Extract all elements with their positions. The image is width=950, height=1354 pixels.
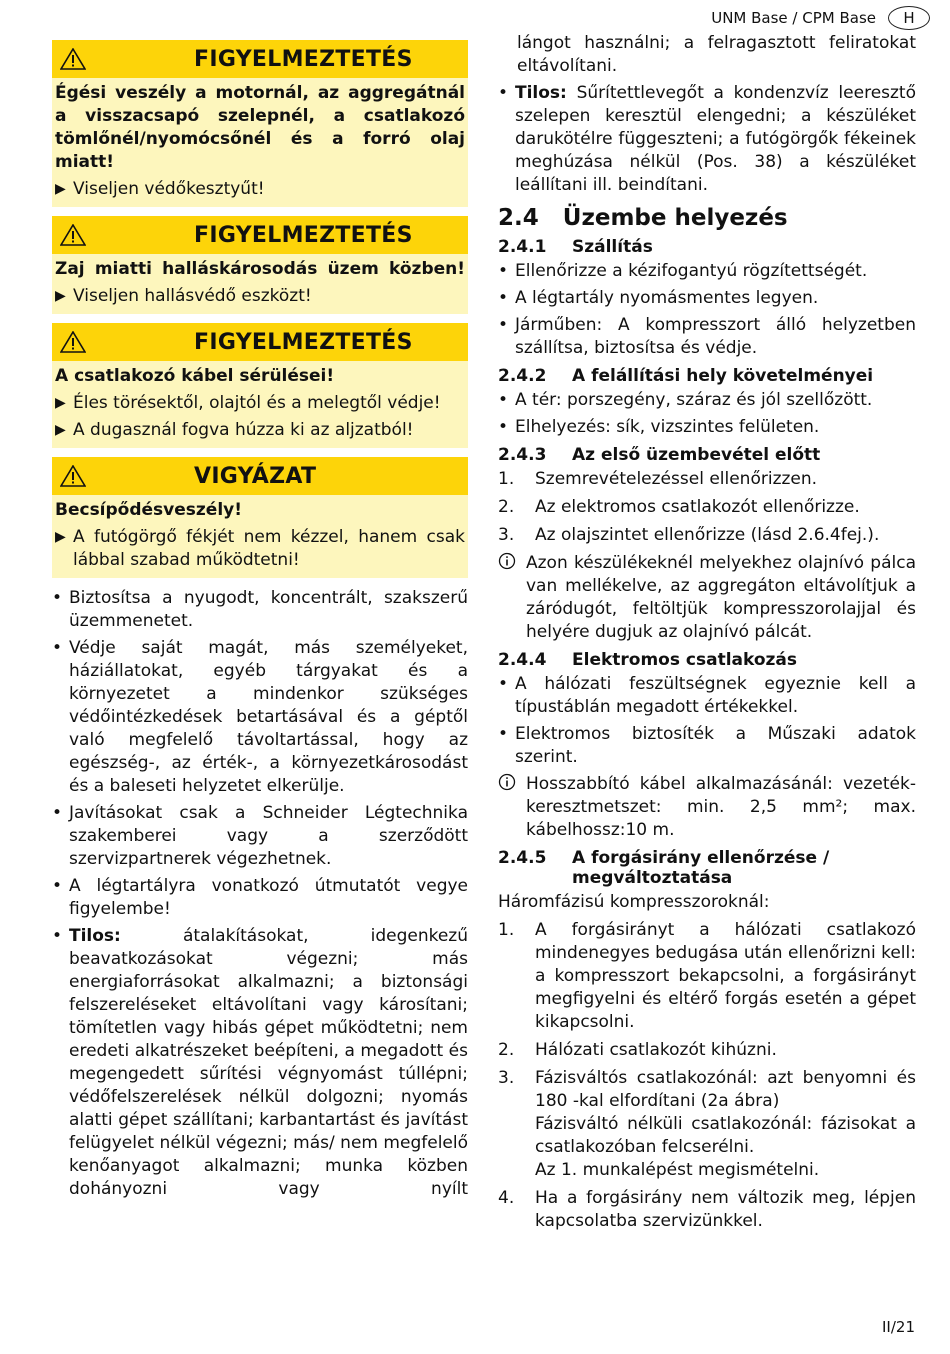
bullet-icon: • [498, 417, 509, 437]
bullet-icon: • [52, 926, 63, 946]
bullet-icon: • [52, 588, 63, 608]
list-item: • Elektromos biztosíték a Műszaki adatok szerint. [498, 724, 916, 767]
prohibited-label: Tilos: [515, 83, 567, 103]
warning-action: ▶ Viseljen hallásvédő eszközt! [55, 286, 312, 306]
subsection-heading: 2.4.4 Elektromos csatlakozás [498, 650, 798, 670]
arrow-right-icon: ▶ [55, 395, 66, 411]
subsection-heading: 2.4.2 A felállítási hely követelményei [498, 366, 874, 386]
list-item: • Biztosítsa a nyugodt, koncentrált, szakszerű üzemmenetet. [52, 588, 468, 631]
language-badge: H [888, 6, 930, 30]
page-number: II/21 [882, 1318, 915, 1336]
info-icon [498, 773, 516, 791]
subsection-heading: 2.4.3 Az első üzembevétel előtt [498, 445, 821, 465]
bullet-icon: • [498, 674, 509, 694]
bullet-icon: • [498, 315, 509, 335]
caution-action: ▶ A futógörgő fékjét nem kézzel, hanem csak lábbal szabad működtetni! [55, 527, 465, 570]
numbered-item: 4. Ha a forgásirány nem változik meg, lépjen kapcsolatba szervizünkkel. [498, 1188, 916, 1231]
bullet-icon: • [498, 724, 509, 744]
warning-triangle-icon [60, 224, 86, 246]
info-icon [498, 552, 516, 570]
caution-header [52, 457, 468, 495]
warning-header [52, 323, 468, 361]
list-item: • Tilos: Sűrítettlevegőt a kondenzvíz leeresztő szelepen keresztül elengedni; a készüléket darukötélre függeszteni; a futógörgők fékeinek meghúzása nélkül (Pos. 38) a készüléket leállítani ill. beindítani. [498, 83, 916, 195]
subsection-heading: 2.4.1 Szállítás [498, 237, 653, 257]
numbered-item: 2. Hálózati csatlakozót kihúzni. [498, 1040, 777, 1060]
warning-title: FIGYELMEZTETÉS [194, 329, 413, 355]
warning-action: ▶ A dugasznál fogva húzza ki az aljzatból! [55, 420, 414, 440]
info-note: Hosszabbító kábel alkalmazásánál: vezeték-keresztmetszet: min. 2,5 mm²; max. kábelhossz:10 m. [498, 773, 916, 842]
caution-box [52, 457, 468, 578]
list-item: • Védje saját magát, más személyeket, háziállatokat, egyéb tárgyakat és a környezetet a mindenkor szükséges védőintézkedések betartásával és a géptől való megfelelő távoltartással, hogy az egészség-, az érték-, a környezetkárosodást és a baleseti helyzetet elkerülje. [52, 638, 468, 796]
arrow-right-icon: ▶ [55, 181, 66, 197]
list-item: • Ellenőrizze a kézifogantyú rögzítettségét. [498, 261, 868, 281]
bullet-icon: • [498, 390, 509, 410]
right-column [498, 32, 916, 1238]
warning-box [52, 216, 468, 314]
warning-title: FIGYELMEZTETÉS [194, 222, 413, 248]
list-item: • A hálózati feszültségnek egyeznie kell a típustáblán megadott értékekkel. [498, 674, 916, 717]
list-item: • Javításokat csak a Schneider Légtechnika szakemberei vagy a szerződött szervizpartnerek végezhetnek. [52, 803, 468, 869]
numbered-item: 1. Szemrevételezéssel ellenőrizzen. [498, 469, 818, 489]
warning-triangle-icon [60, 331, 86, 353]
bullet-icon: • [498, 83, 509, 103]
caution-title: VIGYÁZAT [194, 463, 317, 489]
intro-text: Háromfázisú kompresszoroknál: [498, 892, 770, 912]
prohibited-label: Tilos: [69, 926, 121, 946]
warning-triangle-icon [60, 48, 86, 70]
warning-text: A csatlakozó kábel sérülései! [55, 366, 335, 386]
numbered-item: 3. Az olajszintet ellenőrizze (lásd 2.6.4fej.). [498, 525, 880, 545]
warning-triangle-icon [60, 465, 86, 487]
arrow-right-icon: ▶ [55, 529, 66, 545]
warning-title: FIGYELMEZTETÉS [194, 46, 413, 72]
left-column [52, 40, 468, 1205]
bullet-icon: • [498, 288, 509, 308]
continuation-text: lángot használni; a felragasztott feliratokat eltávolítani. [517, 33, 916, 76]
arrow-right-icon: ▶ [55, 422, 66, 438]
warning-text: Zaj miatti halláskárosodás üzem közben! [55, 259, 465, 279]
list-item: • Tilos: átalakításokat, idegenkezű beavatkozásokat végezni; más energiaforrásokat alkalmazni; a biztonsági felszereléseket eltávolítani vagy károsítani; tömítetlen vagy hibás gépet működtetni; nem eredeti alkatrészeket beépíteni, a megadott és megengedett sűrítési végnyomást túllépni; védőfelszerelések nélkül dolgozni; nyomás alatti gépet szállítani; karbantartást és javítást felügyelet nélkül végezni; más/ nem megfelelő kenőanyagot alkalmazni; munka közben dohányozni vagy nyílt [52, 926, 468, 1199]
bullet-icon: • [52, 638, 63, 658]
page-header [711, 6, 930, 30]
list-item: • Járműben: A kompresszort álló helyzetben szállítsa, biztosítsa és védje. [498, 315, 916, 358]
caution-text: Becsípődésveszély! [55, 500, 242, 520]
warning-header [52, 40, 468, 78]
list-item: • A tér: porszegény, száraz és jól szellőzött. [498, 390, 873, 410]
subsection-heading: 2.4.5 A forgásirány ellenőrzése / megváltoztatása [498, 848, 830, 888]
warning-box [52, 323, 468, 448]
list-item: • A légtartályra vonatkozó útmutatót vegye figyelembe! [52, 876, 468, 919]
list-item: • Elhelyezés: sík, vizszintes felületen. [498, 417, 820, 437]
section-heading: 2.4 Üzembe helyezés [498, 205, 788, 231]
list-item: • A légtartály nyomásmentes legyen. [498, 288, 819, 308]
warning-action: ▶ Viseljen védőkesztyűt! [55, 179, 265, 199]
arrow-right-icon: ▶ [55, 288, 66, 304]
warning-box [52, 40, 468, 207]
warning-text: Égési veszély a motornál, az aggregátnál a visszacsapó szelepnél, a csatlakozó tömlőnél/nyomócsőnél és a forró olaj miatt! [55, 83, 465, 172]
bullet-icon: • [52, 876, 63, 896]
warning-action: ▶ Éles törésektől, olajtól és a melegtől védje! [55, 393, 441, 413]
info-note: Azon készülékeknél melyekhez olajnívó pálca van mellékelve, az aggregáton eltávolítjuk a záródugót, feltöltjük kompresszorolajjal és helyére dugjuk az olajnívó pálcát. [498, 552, 916, 644]
numbered-item: 1. A forgásirányt a hálózati csatlakozó mindenegyes bedugása után ellenőrizni kell: a kompresszort bekapcsolni, a forgásirányt megfigyelni és eltérő forgás esetén a gépet kikapcsolni. [498, 920, 916, 1032]
numbered-item: 3. Fázisváltós csatlakozónál: azt benyomni és 180 -kal elfordítani (2a ábra) Fázisváltó nélküli csatlakozónál: fázisokat a csatlakozóban felcserélni. Az 1. munkalépést megismételni. [498, 1068, 916, 1180]
header-title: UNM Base / CPM Base [711, 9, 876, 27]
warning-header [52, 216, 468, 254]
bullet-icon: • [498, 261, 509, 281]
bullet-icon: • [52, 803, 63, 823]
numbered-item: 2. Az elektromos csatlakozót ellenőrizze. [498, 497, 860, 517]
